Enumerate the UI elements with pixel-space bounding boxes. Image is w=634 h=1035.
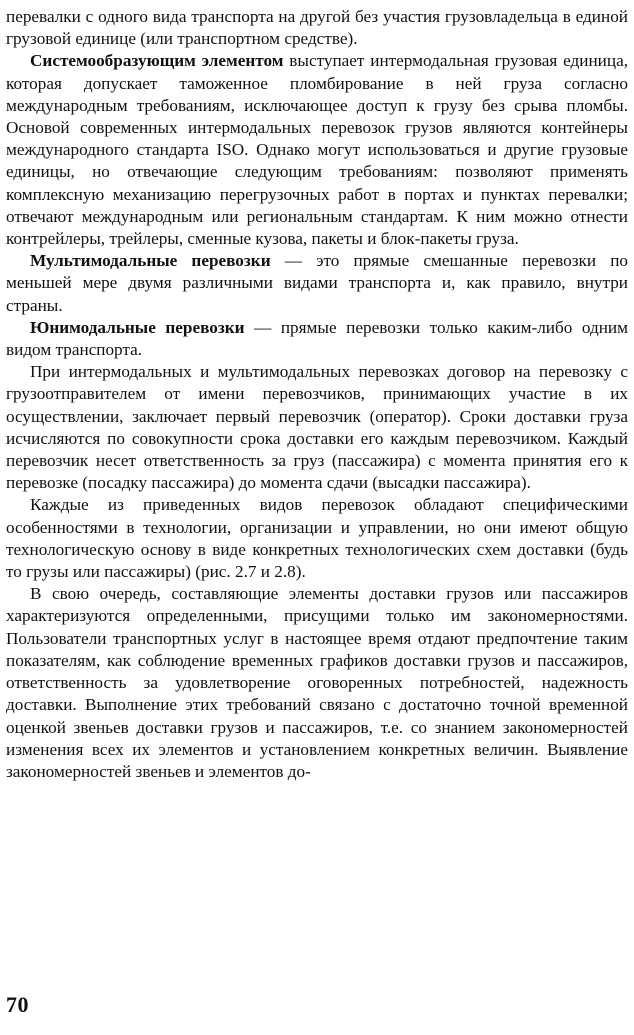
term-unimodal: Юнимодальные перевозки: [30, 317, 245, 337]
paragraph-3-text: — это прямые смешанные перевозки по меньшей мере двумя различными видами транспорта и, как правило, внутри страны.: [6, 251, 628, 315]
paragraph-7-text: В свою очередь, составляющие элементы доставки грузов или пассажиров характеризуются определенными, присущими только им закономерностями. Пользователи транспортных услуг в настоящее время отдают предпочтение таким показателям, как соблюдение временных графиков доставки грузов и пассажиров, ответственность за удовлетворение оговоренных потребностей, надежность доставки. Выполнение этих требований связано с достаточно точной временной оценкой звеньев доставки грузов и пассажиров, т.е. со знанием закономерностей изменения всех их элементов и установлением конкретных величин. Выявление закономерностей звеньев и элементов до-: [6, 584, 628, 781]
paragraph-6: [6, 494, 628, 583]
term-multimodal: Мультимодальные перевозки: [30, 251, 271, 271]
paragraph-1-text: перевалки с одного вида транспорта на другой без участия грузовладельца в единой грузовой единице (или транспортном средстве).: [6, 7, 628, 49]
paragraph-5: [6, 361, 628, 494]
paragraph-4: [6, 317, 628, 361]
paragraph-5-text: При интермодальных и мультимодальных перевозках договор на перевозку с грузоотправителем от имени перевозчиков, принимающих участие в их осуществлении, заключает первый перевозчик (оператор). Сроки доставки груза исчисляются по совокупности срока доставки его каждым перевозчиком. Каждый перевозчик несет ответственность за груз (пассажира) с момента принятия его к перевозке (посадку пассажира) до момента сдачи (высадки пассажира).: [6, 362, 628, 493]
book-page: [6, 6, 628, 1030]
paragraph-2-text: выступает интермодальная грузовая единица, которая допускает таможенное пломбирование в ней груза согласно международным требованиям, исключающее доступ к грузу без срыва пломбы. Основой современных интермодальных перевозок грузов являются контейнеры международного стандарта ISO. Однако могут использоваться и другие грузовые единицы, но отвечающие следующим требованиям: позволяют применять комплексную механизацию перегрузочных работ в портах и пунктах перевалки; отвечают международным или региональным стандартам. К ним можно отнести контрейлеры, трейлеры, сменные кузова, пакеты и блок-пакеты груза.: [6, 51, 629, 249]
paragraph-7: [6, 583, 628, 783]
paragraph-6-text: Каждые из приведенных видов перевозок обладают специфическими особенностями в технологии, организации и управлении, но они имеют общую технологическую основу в виде конкретных технологических схем доставки (будь то грузы или пассажиры) (рис. 2.7 и 2.8).: [6, 495, 628, 582]
paragraph-3: [6, 250, 628, 317]
page-number: 70: [6, 992, 29, 1017]
paragraph-1: [6, 6, 628, 50]
term-systemic-element: Системообразующим элементом: [30, 51, 284, 71]
paragraph-4-text: — прямые перевозки только каким-либо одним видом транспорта.: [6, 317, 628, 360]
paragraph-2: [6, 50, 628, 250]
